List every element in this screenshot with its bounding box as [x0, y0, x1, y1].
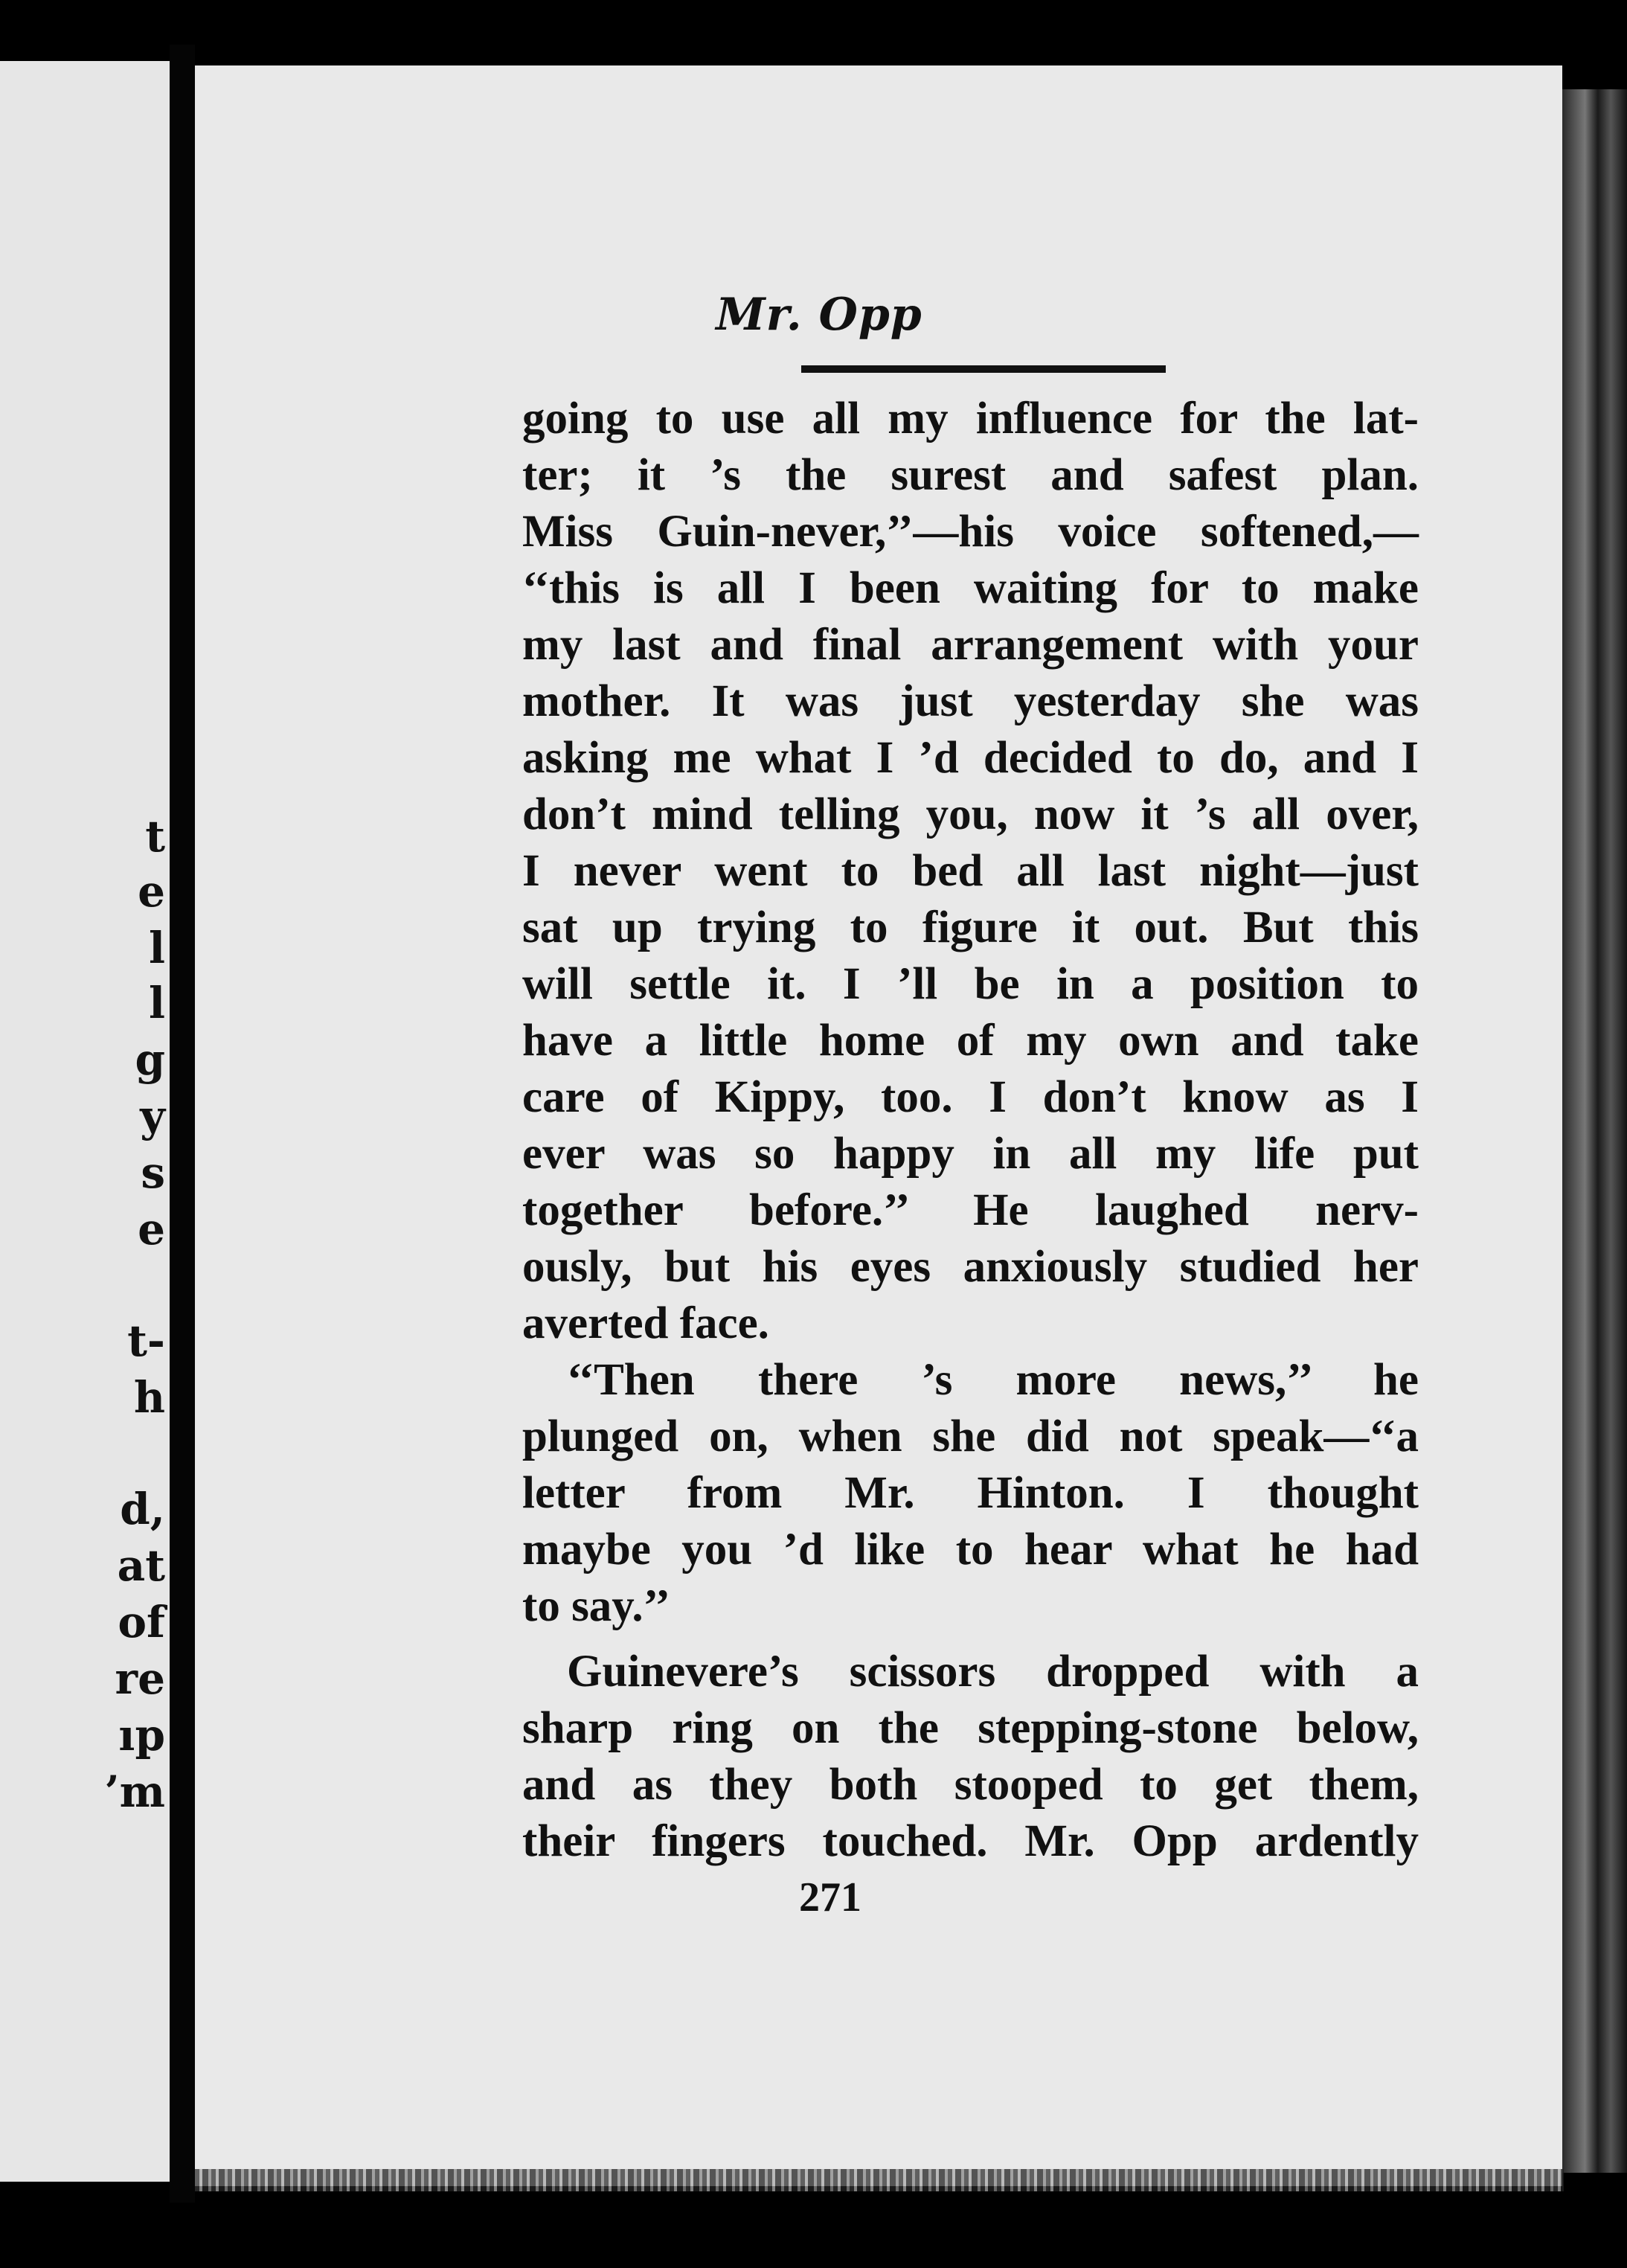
text-line: together before.’’ He laughed nerv-	[522, 1185, 1419, 1235]
text-line: their fingers touched. Mr. Opp ardently	[522, 1816, 1419, 1866]
text-line: plunged on, when she did not speak—‘‘a	[522, 1412, 1419, 1461]
running-head-text: Mr. Opp	[716, 289, 922, 341]
text-line: ever was so happy in all my life put	[522, 1129, 1419, 1179]
header-rule	[801, 365, 1166, 373]
text-line: asking me what I ’d decided to do, and I	[522, 733, 1419, 783]
text-line: maybe you ’d like to hear what he had	[522, 1525, 1419, 1575]
text-line: sharp ring on the stepping-stone below,	[522, 1703, 1419, 1753]
fragment: t-	[127, 1316, 165, 1366]
text-line: will settle it. I ’ll be in a position to	[522, 959, 1419, 1009]
text-line: Miss Guin-never,’’—his voice softened,—	[522, 507, 1419, 557]
fragment: l	[148, 923, 165, 973]
text-line: and as they both stooped to get them,	[522, 1760, 1419, 1810]
text-line: averted face.	[522, 1298, 769, 1348]
text-line: mother. It was just yesterday she was	[522, 676, 1419, 726]
fragment: l	[148, 978, 165, 1028]
fragment: ıp	[118, 1710, 165, 1761]
text-line: my last and final arrangement with your	[522, 620, 1419, 670]
text-line: ter; it ’s the surest and safest plan.	[522, 450, 1419, 500]
text-line: letter from Mr. Hinton. I thought	[522, 1468, 1419, 1518]
page-bottom-edge	[195, 2169, 1564, 2191]
fragment: e	[138, 1204, 165, 1255]
text-line: have a little home of my own and take	[522, 1016, 1419, 1066]
book-page	[195, 65, 1562, 2186]
book-gutter	[170, 45, 195, 2203]
fragment: ’m	[104, 1766, 165, 1817]
fragment: s	[141, 1147, 165, 1198]
running-head	[195, 289, 1562, 341]
fragment: re	[115, 1653, 165, 1704]
text-line: ‘‘this is all I been waiting for to make	[522, 563, 1419, 613]
fragment: e	[138, 866, 165, 917]
page-edge	[1562, 89, 1627, 2173]
text-line: to say.’’	[522, 1581, 670, 1631]
fragment: at	[117, 1540, 165, 1591]
text-line: I never went to bed all last night—just	[522, 846, 1419, 896]
fragment: d,	[120, 1484, 165, 1534]
text-line: don’t mind telling you, now it ’s all over,	[522, 789, 1419, 839]
text-line: going to use all my influence for the lat-	[522, 394, 1419, 443]
fragment: of	[118, 1597, 165, 1647]
text-line: ously, but his eyes anxiously studied her	[522, 1242, 1419, 1292]
text-line: care of Kippy, too. I don’t know as I	[522, 1072, 1419, 1122]
page-number-text: 271	[799, 1874, 861, 1921]
text-line: ‘‘Then there ’s more news,’’ he	[567, 1355, 1419, 1405]
text-line: sat up trying to figure it out. But this	[522, 903, 1419, 952]
page-number	[195, 1874, 1562, 1921]
facing-page-fragment	[0, 61, 170, 2182]
fragment: g	[135, 1034, 165, 1085]
fragment: y	[140, 1091, 165, 1141]
text-line: Guinevere’s scissors dropped with a	[567, 1647, 1419, 1697]
fragment: h	[133, 1372, 165, 1423]
fragment: t	[145, 811, 165, 862]
